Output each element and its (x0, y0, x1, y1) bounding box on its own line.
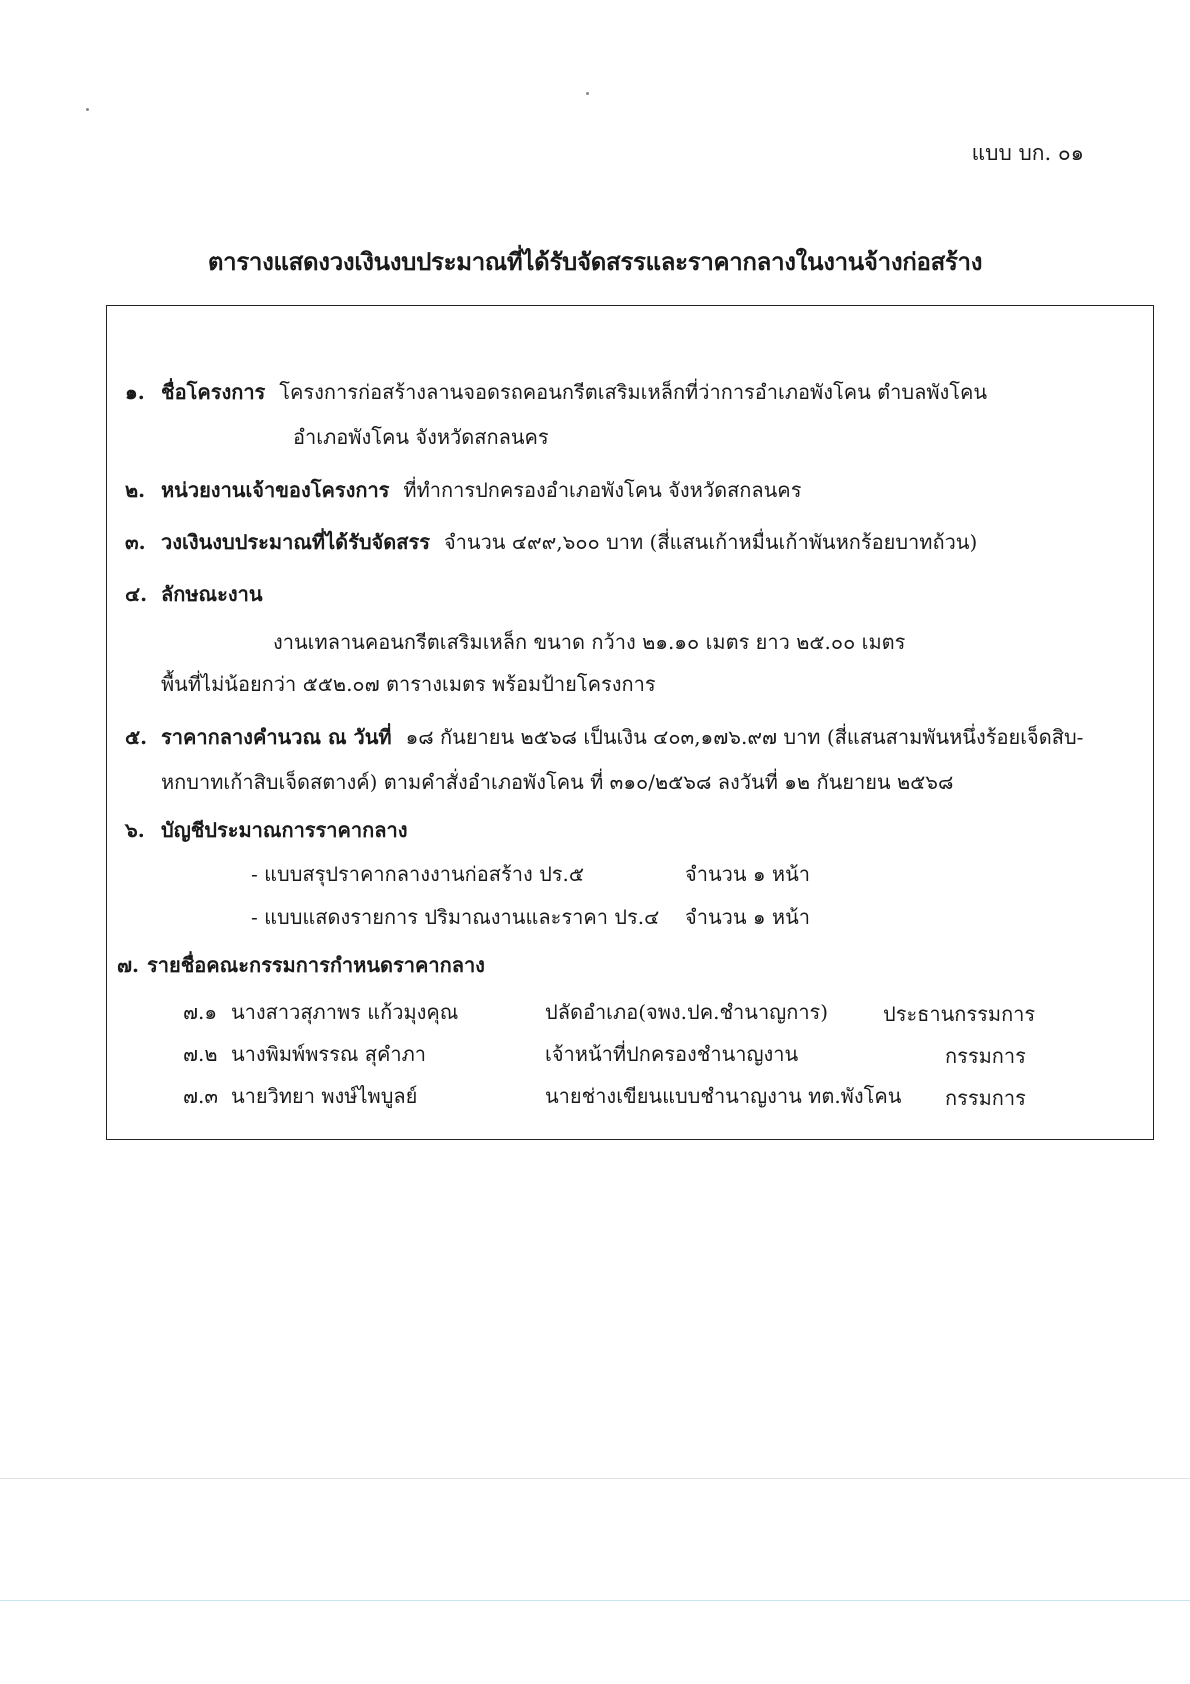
section-3-label: วงเงินงบประมาณที่ได้รับจัดสรร (161, 530, 430, 554)
section-6-heading (125, 814, 407, 846)
section-5-line-1 (125, 721, 1083, 753)
committee-member-name: นางสาวสุภาพร แก้วมุงคุณ (231, 1000, 459, 1024)
committee-member-no: ๗.๓ (183, 1084, 219, 1108)
section-7-heading (117, 949, 485, 981)
section-2-label: หน่วยงานเจ้าของโครงการ (161, 478, 390, 502)
section-5-number: ๕. (125, 725, 148, 749)
content-box (106, 305, 1154, 1140)
committee-member-name: นายวิทยา พงษ์ไพบูลย์ (231, 1084, 418, 1108)
section-7-number: ๗. (117, 953, 140, 977)
section-4-heading (125, 578, 263, 610)
committee-member-role: ประธานกรรมการ (883, 1002, 1036, 1026)
section-4-label: ลักษณะงาน (161, 582, 263, 606)
section-1-project-location: อำเภอพังโคน จังหวัดสกลนคร (293, 425, 549, 449)
section-5-label: ราคากลางคำนวณ ณ วันที่ (161, 725, 392, 749)
section-7-label: รายชื่อคณะกรรมการกำหนดราคากลาง (147, 953, 485, 977)
section-1-project-name: โครงการก่อสร้างลานจอดรถคอนกรีตเสริมเหล็กที่ว่าการอำเภอพังโคน ตำบลพังโคน (279, 380, 988, 404)
section-3-value: จำนวน ๔๙๙,๖๐๐ บาท (สี่แสนเก้าหมื่นเก้าพันหกร้อยบาทถ้วน) (443, 530, 978, 554)
section-4-number: ๔. (125, 582, 148, 606)
section-6-item-1-name: - แบบสรุปราคากลางงานก่อสร้าง ปร.๕ (251, 862, 585, 886)
section-1-number: ๑. (125, 380, 145, 404)
section-5-price-text-cont: หกบาทเก้าสิบเจ็ดสตางค์) ตามคำสั่งอำเภอพังโคน ที่ ๓๑๐/๒๕๖๘ ลงวันที่ ๑๒ กันยายน ๒๕๖๘ (161, 770, 954, 794)
section-6-label: บัญชีประมาณการราคากลาง (161, 818, 408, 842)
committee-member-role: กรรมการ (945, 1086, 1026, 1110)
section-3-number: ๓. (125, 530, 146, 554)
section-2-number: ๒. (125, 478, 146, 502)
section-4-description-1: งานเทลานคอนกรีตเสริมเหล็ก ขนาด กว้าง ๒๑.๑๐ เมตร ยาว ๒๕.๐๐ เมตร (273, 630, 906, 654)
section-3-line (125, 526, 977, 558)
section-6-item-2-count: จำนวน ๑ หน้า (685, 905, 811, 929)
section-1-line-1 (125, 376, 987, 408)
section-6-item-2-name: - แบบแสดงรายการ ปริมาณงานและราคา ปร.๔ (251, 905, 660, 929)
committee-member-name: นางพิมพ์พรรณ สุคำภา (231, 1042, 427, 1066)
section-6-number: ๖. (125, 818, 145, 842)
section-2-value: ที่ทำการปกครองอำเภอพังโคน จังหวัดสกลนคร (403, 478, 802, 502)
scan-edge-line (0, 1600, 1190, 1601)
committee-member-position: ปลัดอำเภอ(จพง.ปค.ชำนาญการ) (545, 1000, 829, 1024)
document-title: ตารางแสดงวงเงินงบประมาณที่ได้รับจัดสรรและราคากลางในงานจ้างก่อสร้าง (207, 247, 983, 276)
section-5-price-text: ๑๘ กันยายน ๒๕๖๘ เป็นเงิน ๔๐๓,๑๗๖.๙๗ บาท (สี่แสนสามพันหนึ่งร้อยเจ็ดสิบ- (405, 725, 1084, 749)
committee-member-no: ๗.๒ (183, 1042, 218, 1066)
section-6-item-1-count: จำนวน ๑ หน้า (685, 862, 811, 886)
committee-member-role: กรรมการ (945, 1044, 1026, 1068)
scan-edge-line (0, 1478, 1190, 1479)
committee-member-position: นายช่างเขียนแบบชำนาญงาน ทต.พังโคน (545, 1084, 902, 1108)
section-4-description-2: พื้นที่ไม่น้อยกว่า ๕๕๒.๐๗ ตารางเมตร พร้อมป้ายโครงการ (161, 672, 656, 696)
form-code: แบบ บก. ๐๑ (971, 141, 1084, 165)
scan-speck (86, 108, 89, 111)
committee-member-no: ๗.๑ (183, 1000, 218, 1024)
section-2-line (125, 474, 801, 506)
section-1-label: ชื่อโครงการ (161, 380, 266, 404)
scan-speck (586, 92, 589, 95)
committee-member-position: เจ้าหน้าที่ปกครองชำนาญงาน (545, 1042, 799, 1066)
